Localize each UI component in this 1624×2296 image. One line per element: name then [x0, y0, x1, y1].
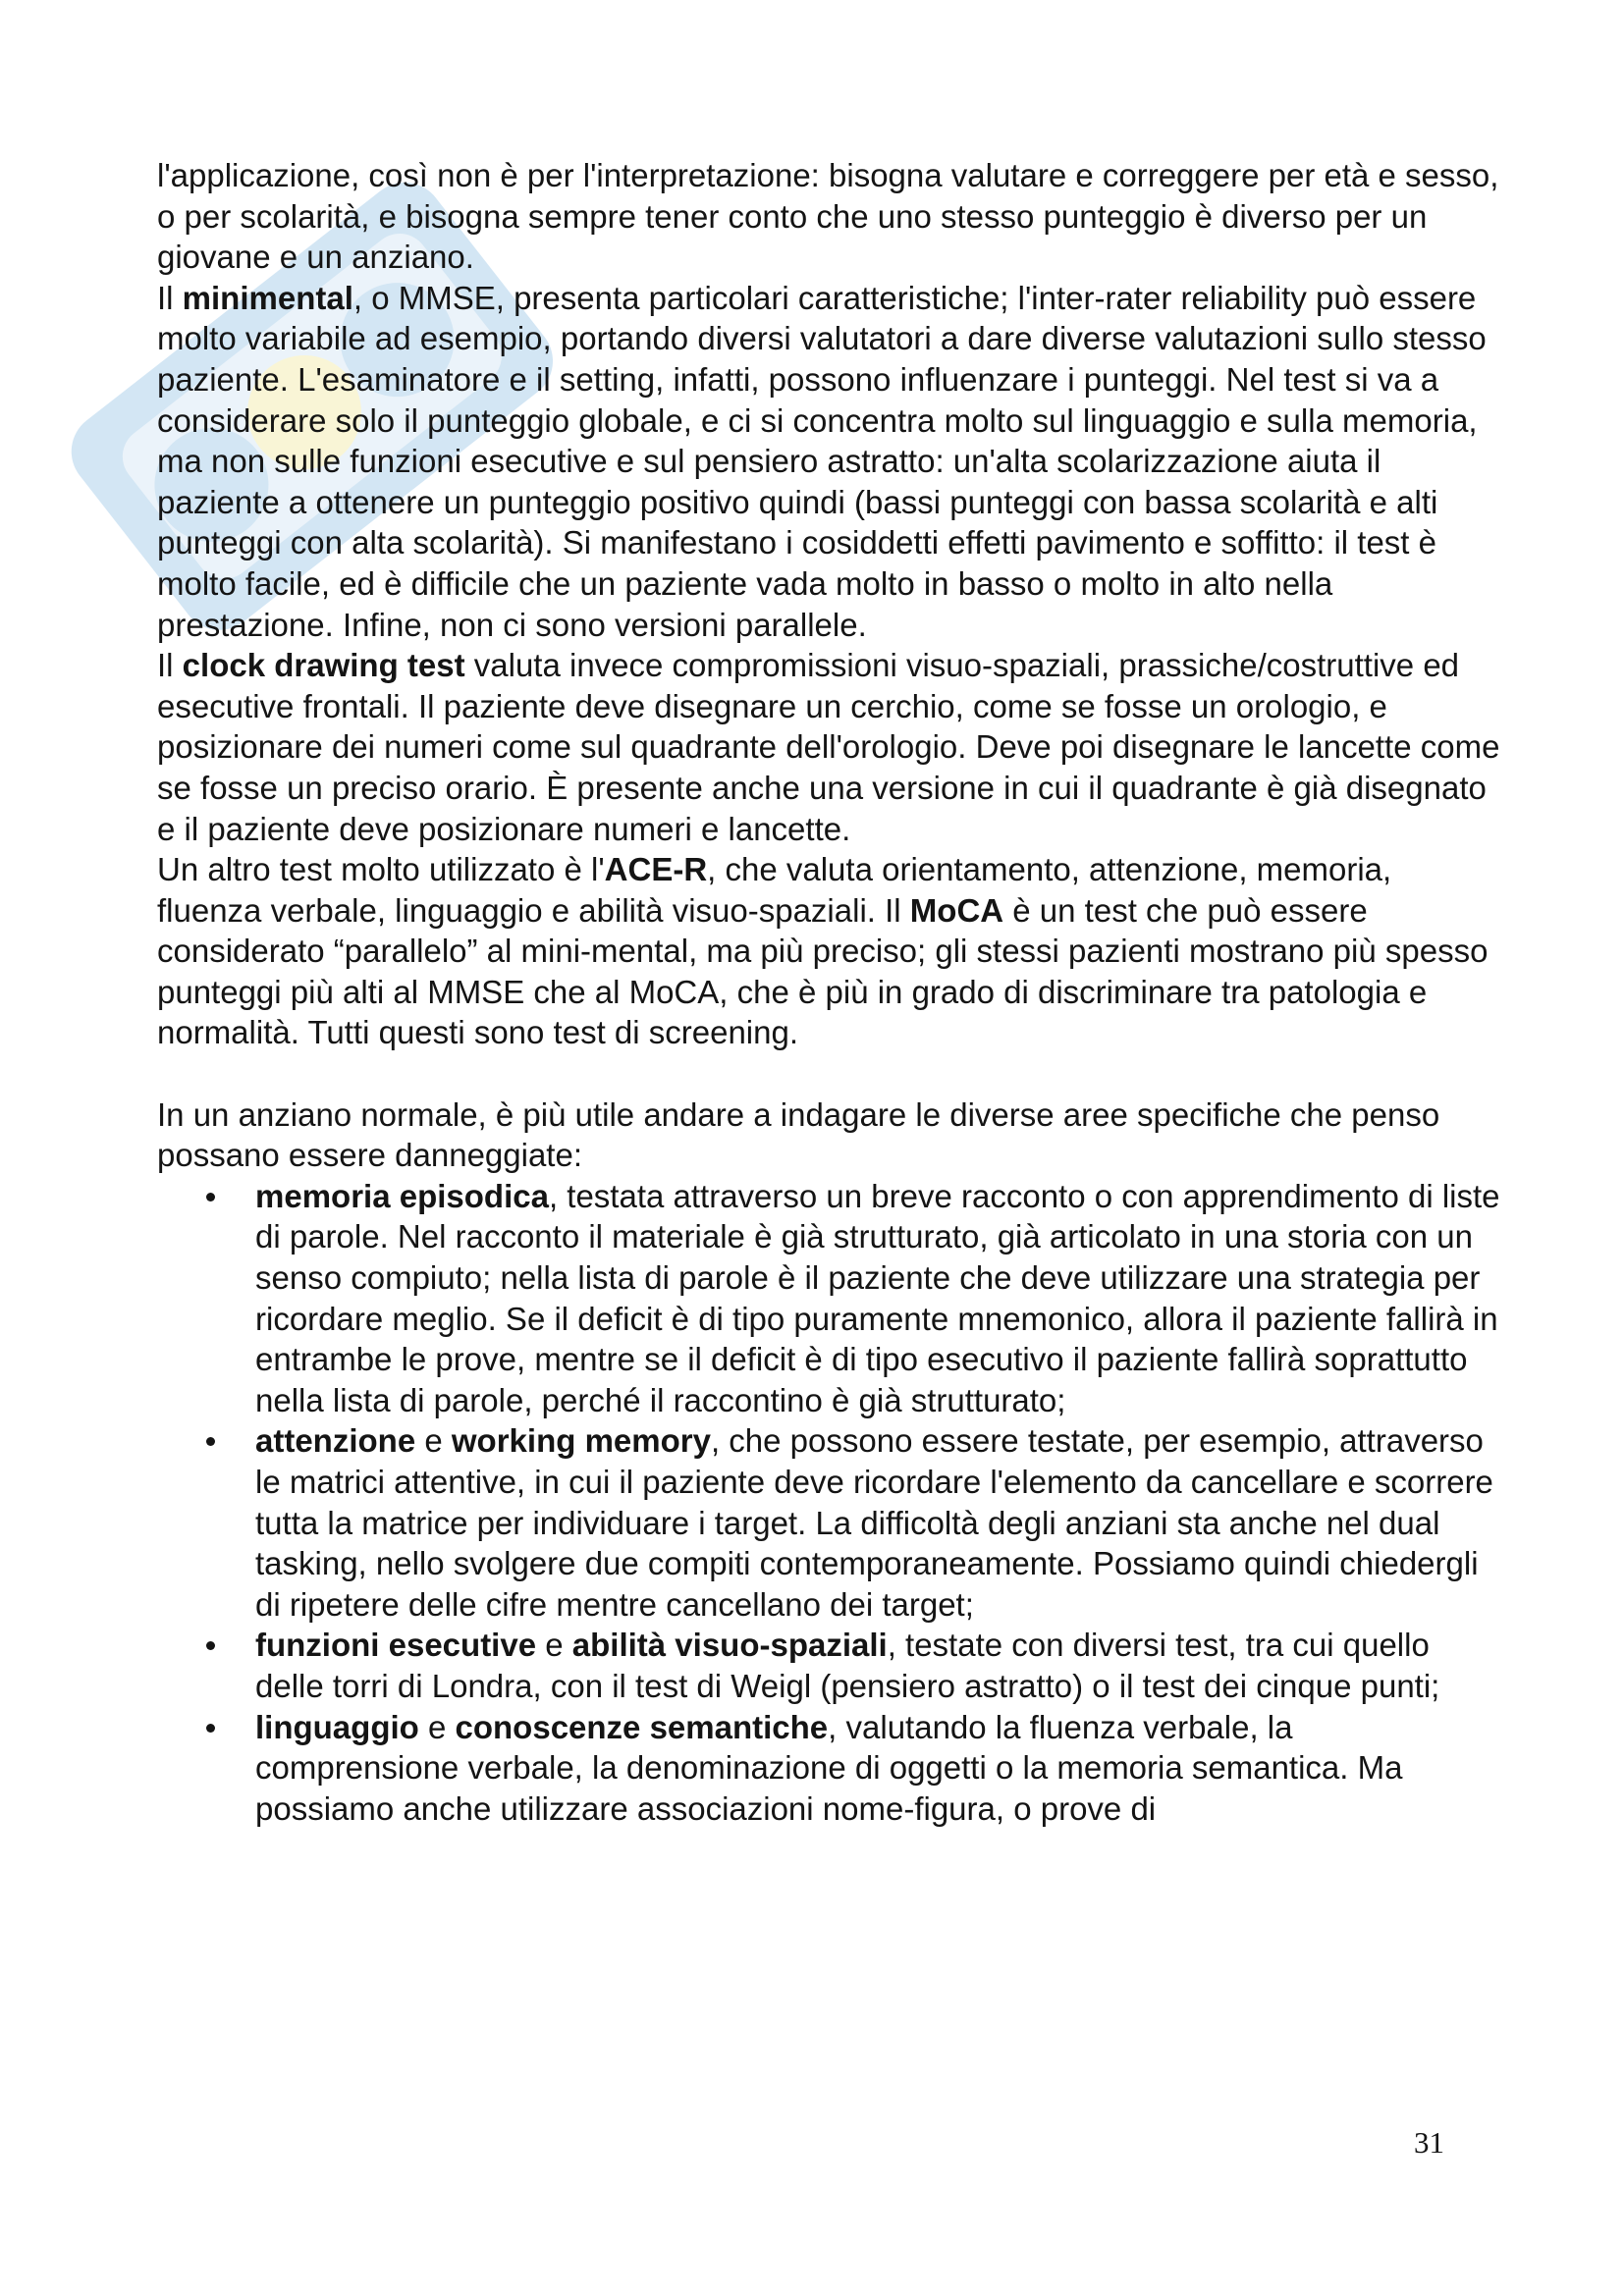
list-item-text: , testata attraverso un breve racconto o con apprendimento di liste di parole. Nel racconto il materiale è già strutturato, già articolato in una storia con un senso compiuto; nella lista di parole è il paziente che deve utilizzare una strategia per ricordare meglio. Se il deficit è di tipo puramente mnemonico, allora il paziente fallirà in entrambe le prove, mentre se il deficit è di tipo esecutivo il paziente fallirà soprattutto nella lista di parole, perché il raccontino è già strutturato; — [255, 1177, 1500, 1418]
list-item-text: , testate con diversi test, tra cui quello delle torri di Londra, con il test di Weigl (pensiero astratto) o il test dei cinque punti; — [255, 1627, 1440, 1704]
bold-term-moca: MoCA — [909, 891, 1004, 929]
list-item-linguaggio — [255, 1707, 1502, 1830]
list-item-text: e — [536, 1627, 572, 1664]
bold-term-clock-drawing-test: clock drawing test — [182, 647, 465, 684]
bold-term: linguaggio — [255, 1708, 419, 1745]
bold-term-minimental: minimental — [182, 279, 353, 316]
bold-term: abilità visuo-spaziali — [571, 1627, 888, 1664]
paragraph-text: è un test che può essere considerato “parallelo” al mini-mental, ma più preciso; gli stessi pazienti mostrano più spesso punteggi più alti al MMSE che al MoCA, che è più in grado di discriminare tra patologia e normalità. Tutti questi sono test di screening. — [157, 891, 1489, 1051]
paragraph-text: Il — [157, 279, 183, 316]
bold-term: funzioni esecutive — [255, 1627, 537, 1664]
list-item-text: , valutando la fluenza verbale, la comprensione verbale, la denominazione di oggetti o la memoria semantica. Ma possiamo anche utilizzare associazioni nome-figura, o prove di — [255, 1708, 1403, 1827]
paragraph-text: , che valuta orientamento, attenzione, memoria, fluenza verbale, linguaggio e abilità visuo-spaziali. Il — [157, 851, 1392, 929]
paragraph-interpretazione — [157, 155, 1502, 278]
page-number: 31 — [1414, 2125, 1444, 2160]
bold-term: attenzione — [255, 1422, 416, 1460]
bullet-icon — [206, 1641, 215, 1650]
bold-term: conoscenze semantiche — [455, 1708, 829, 1745]
list-item-text: , che possono essere testate, per esempio, attraverso le matrici attentive, in cui il paziente deve ricordare l'elemento da cancellare e scorrere tutta la matrice per individuare i target. La difficoltà degli anziani sta anche nel dual tasking, nello svolgere due compiti contemporaneamente. Possiamo quindi chiedergli di ripetere delle cifre mentre cancellano dei target; — [255, 1422, 1493, 1623]
list-item-text: e — [418, 1708, 456, 1745]
paragraph-text: In un anziano normale, è più utile andare a indagare le diverse aree specifiche che penso possano essere danneggiate: — [157, 1095, 1440, 1174]
paragraph-clock-drawing — [157, 645, 1502, 849]
paragraph-spacer — [157, 1053, 1502, 1095]
paragraph-text: l'applicazione, così non è per l'interpretazione: bisogna valutare e correggere per età e sesso, o per scolarità, e bisogna sempre tener conto che uno stesso punteggio è diverso per un giovane e un anziano. — [157, 157, 1499, 276]
paragraph-text: Un altro test molto utilizzato è l' — [157, 851, 605, 888]
bullet-icon — [206, 1724, 215, 1733]
list-item-memoria-episodica — [255, 1176, 1502, 1421]
bullet-list-aree — [157, 1176, 1502, 1830]
paragraph-text: , o MMSE, presenta particolari caratteristiche; l'inter-rater reliability può essere molto variabile ad esempio, portando diversi valutatori a dare diverse valutazioni sullo stesso paziente. L'esaminatore e il setting, infatti, possono influenzare i punteggi. Nel test si va a considerare solo il punteggio globale, e ci si concentra molto sul linguaggio e sulla memoria, ma non sulle funzioni esecutive e sul pensiero astratto: un'alta scolarizzazione aiuta il paziente a ottenere un punteggio positivo quindi (bassi punteggi con bassa scolarità e alti punteggi con alta scolarità). Si manifestano i cosiddetti effetti pavimento e soffitto: il test è molto facile, ed è difficile che un paziente vada molto in basso o molto in alto nella prestazione. Infine, non ci sono versioni parallele. — [157, 279, 1487, 643]
bold-term: memoria episodica — [255, 1177, 549, 1214]
bullet-icon — [206, 1193, 215, 1201]
bullet-icon — [206, 1437, 215, 1446]
paragraph-text: valuta invece compromissioni visuo-spaziali, prassiche/costruttive ed esecutive frontali. Il paziente deve disegnare un cerchio, come se fosse un orologio, e posizionare dei numeri come sul quadrante dell'orologio. Deve poi disegnare le lancette come se fosse un preciso orario. È presente anche una versione in cui il quadrante è già disegnato e il paziente deve posizionare numeri e lancette. — [157, 647, 1500, 847]
paragraph-ace-r-moca — [157, 849, 1502, 1053]
paragraph-text: Il — [157, 647, 183, 684]
page-body — [157, 155, 1502, 1829]
list-item-attenzione — [255, 1420, 1502, 1625]
bold-term-ace-r: ACE-R — [604, 851, 708, 888]
list-item-funzioni-esecutive — [255, 1625, 1502, 1706]
paragraph-minimental — [157, 278, 1502, 645]
list-item-text: e — [415, 1422, 452, 1460]
bold-term: working memory — [451, 1422, 711, 1460]
paragraph-anziano-normale — [157, 1095, 1502, 1176]
